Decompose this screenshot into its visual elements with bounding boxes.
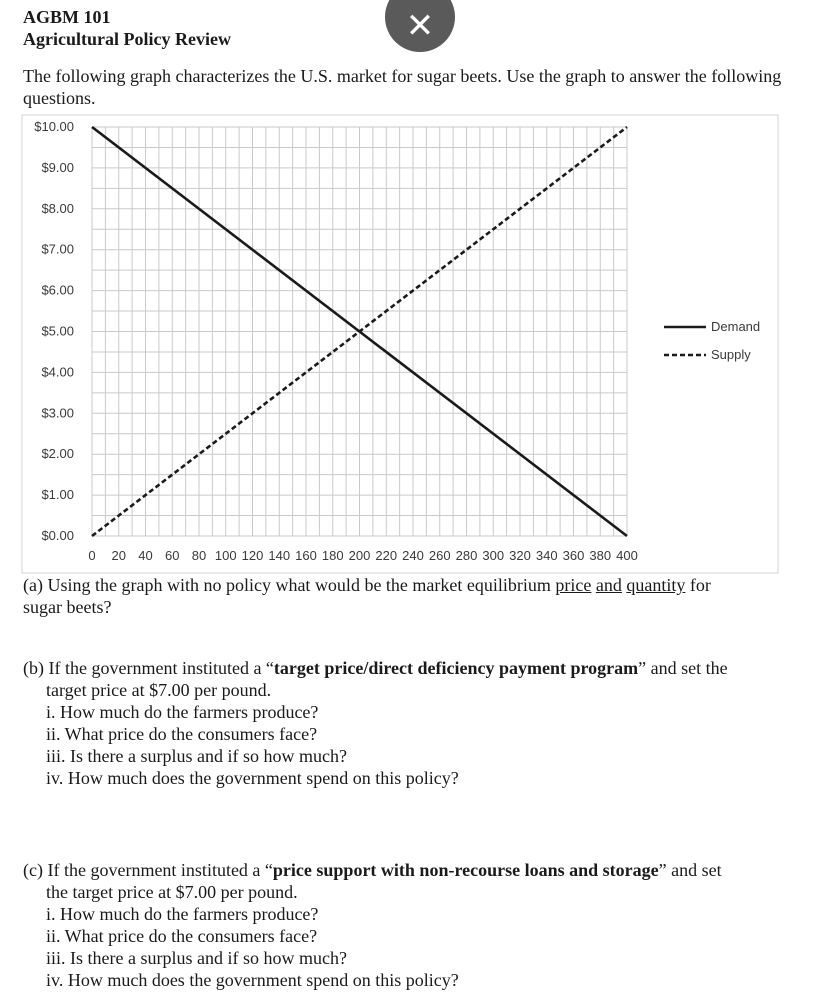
y-tick-label: $0.00 xyxy=(41,528,74,543)
question-a-suffix: for xyxy=(685,575,711,595)
question-c-item: iv. How much does the government spend on this policy? xyxy=(46,970,459,990)
question-a xyxy=(23,574,803,618)
x-tick-label: 20 xyxy=(111,548,126,563)
question-b-prefix: (b) If the government instituted a “ xyxy=(23,658,274,678)
y-tick-label: $8.00 xyxy=(41,200,74,216)
x-tick-label: 120 xyxy=(241,548,264,563)
x-tick-label: 180 xyxy=(321,548,344,563)
intro-text: The following graph characterizes the U.S. market for sugar beets. Use the graph to answer the following questions. xyxy=(23,66,782,108)
x-tick-label: 240 xyxy=(402,548,424,563)
question-a-line2: sugar beets? xyxy=(23,597,112,617)
question-a-prefix: (a) Using the graph with no policy what would be the market equilibrium xyxy=(23,575,556,595)
question-b-line2: target price at $7.00 per pound. xyxy=(46,680,272,700)
y-tick-label: $5.00 xyxy=(41,323,74,339)
y-tick-label: $7.00 xyxy=(41,241,74,257)
x-tick-label: 40 xyxy=(138,548,153,563)
question-b-item: ii. What price do the consumers face? xyxy=(46,724,318,744)
y-tick-label: $9.00 xyxy=(41,159,74,175)
legend-label-supply: Supply xyxy=(711,347,751,362)
course-title: Agricultural Policy Review xyxy=(23,29,231,49)
x-axis-ticks xyxy=(88,548,637,563)
legend-label-demand: Demand xyxy=(711,319,761,334)
x-tick-label: 100 xyxy=(214,548,237,563)
question-c-item: ii. What price do the consumers face? xyxy=(46,926,318,946)
course-code: AGBM 101 xyxy=(23,7,111,27)
x-tick-label: 380 xyxy=(589,548,612,563)
question-a-and: and xyxy=(595,575,622,595)
question-c-suffix: ” and set xyxy=(658,860,722,880)
x-tick-label: 400 xyxy=(616,548,638,563)
x-tick-label: 0 xyxy=(88,548,96,563)
x-tick-label: 200 xyxy=(348,548,371,563)
question-b-item: i. How much do the farmers produce? xyxy=(46,702,319,722)
question-c xyxy=(23,859,813,991)
y-tick-label: $1.00 xyxy=(41,487,74,503)
question-c-item: i. How much do the farmers produce? xyxy=(46,904,319,924)
question-b-item: iii. Is there a surplus and if so how much? xyxy=(46,746,347,766)
question-a-price: price xyxy=(555,575,592,595)
close-icon: ✕ xyxy=(405,6,435,46)
y-tick-label: $10.00 xyxy=(34,119,74,134)
x-tick-label: 140 xyxy=(268,548,291,563)
x-tick-label: 280 xyxy=(455,548,478,563)
x-tick-label: 320 xyxy=(509,548,531,563)
question-b-suffix: ” and set the xyxy=(638,658,728,678)
question-b-item: iv. How much does the government spend on this policy? xyxy=(46,768,459,788)
question-c-line2: the target price at $7.00 per pound. xyxy=(46,882,298,902)
y-tick-label: $2.00 xyxy=(41,446,74,462)
question-c-prefix: (c) If the government instituted a “ xyxy=(23,860,273,880)
x-tick-label: 60 xyxy=(165,548,180,563)
question-b-program: target price/direct deficiency payment program xyxy=(273,658,639,678)
x-tick-label: 300 xyxy=(482,548,505,563)
x-tick-label: 160 xyxy=(295,548,317,563)
question-a-quantity: quantity xyxy=(626,575,686,595)
question-b xyxy=(23,657,813,789)
x-tick-label: 260 xyxy=(428,548,451,563)
question-c-program: price support with non-recourse loans and storage xyxy=(272,860,659,880)
y-tick-label: $6.00 xyxy=(41,282,74,298)
question-c-item: iii. Is there a surplus and if so how much? xyxy=(46,948,347,968)
y-tick-label: $3.00 xyxy=(41,405,74,421)
x-tick-label: 220 xyxy=(375,548,398,563)
x-tick-label: 80 xyxy=(191,548,207,563)
x-tick-label: 340 xyxy=(535,548,558,563)
y-tick-label: $4.00 xyxy=(41,364,74,380)
x-tick-label: 360 xyxy=(562,548,585,563)
